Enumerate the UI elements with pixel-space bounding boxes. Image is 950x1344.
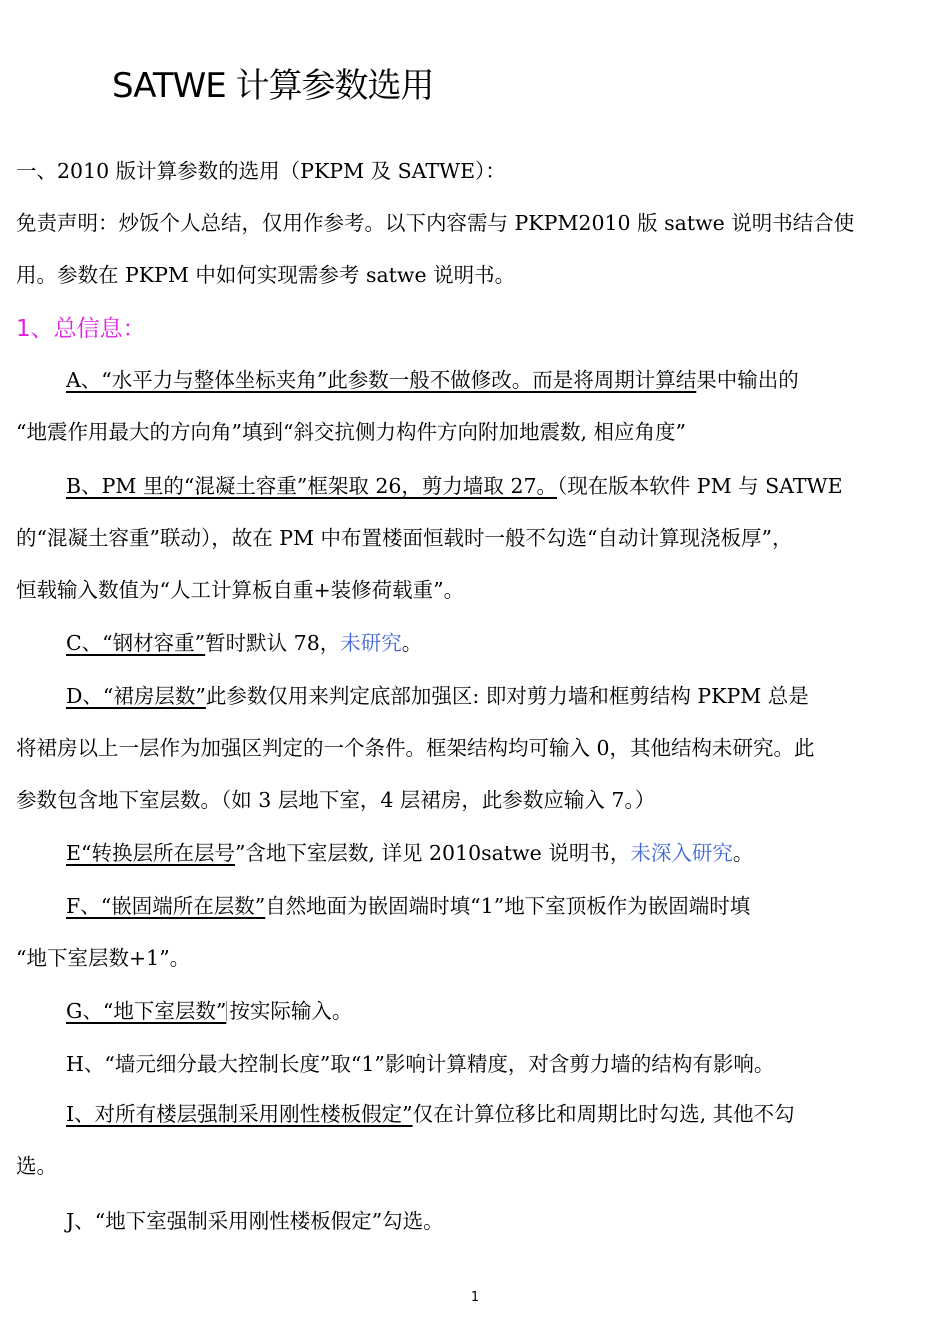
item-g-text: 按实际输入。 xyxy=(229,999,353,1023)
section-heading-general-info: 1、总信息： xyxy=(16,316,146,342)
item-e-underlined: E“转换层所在层号 xyxy=(66,841,235,865)
item-f-text: 自然地面为嵌固端时填“1”地下室顶板作为嵌固端时填 xyxy=(265,894,751,918)
item-b-line-3: 恒载输入数值为“人工计算板自重+装修荷载重”。 xyxy=(16,578,465,602)
item-b-underlined: B、PM 里的“混凝土容重”框架取 26，剪力墙取 27。 xyxy=(66,474,558,498)
page-number: 1 xyxy=(470,1290,480,1305)
item-i-underlined: I、对所有楼层强制采用刚性楼板假定” xyxy=(66,1102,413,1126)
item-d-line-1 xyxy=(66,681,936,711)
item-b-line-1 xyxy=(66,471,936,501)
item-a-line-1 xyxy=(66,365,936,395)
item-a-line-2: “地震作用最大的方向角”填到“斜交抗侧力构件方向附加地震数, 相应角度” xyxy=(16,420,686,444)
item-e-text: ”含地下室层数, 详见 2010satwe 说明书， xyxy=(234,841,631,865)
item-h-line-1: H、“墙元细分最大控制长度”取“1”影响计算精度，对含剪力墙的结构有影响。 xyxy=(66,1052,775,1076)
item-g-underlined: G、“地下室层数” xyxy=(66,999,227,1023)
item-d-underlined: D、“裙房层数” xyxy=(66,684,206,708)
item-c-underlined: C、“钢材容重” xyxy=(66,631,206,655)
page-title: SATWE 计算参数选用 xyxy=(112,66,434,106)
disclaimer-line-2: 用。参数在 PKPM 中如何实现需参考 satwe 说明书。 xyxy=(16,263,516,287)
item-a-underlined: A、“水平力与整体坐标夹角”此参数一般不做修改。而是将周期计算结 xyxy=(66,368,697,392)
item-f-line-1 xyxy=(66,891,936,921)
item-c-line-1 xyxy=(66,628,936,658)
item-j-line-1: J、“地下室强制采用刚性楼板假定”勾选。 xyxy=(66,1209,444,1233)
item-e-end: 。 xyxy=(732,841,754,865)
item-f-line-2: “地下室层数+1”。 xyxy=(16,946,191,970)
item-i-line-1 xyxy=(66,1099,936,1129)
item-g-line-1 xyxy=(66,996,936,1026)
item-c-text: 暂时默认 78， xyxy=(205,631,341,655)
item-a-text: 果中输出的 xyxy=(696,368,799,392)
item-i-text: 仅在计算位移比和周期比时勾选, 其他不勾 xyxy=(412,1102,795,1126)
text-cursor-mark xyxy=(226,1001,227,1021)
item-d-line-2: 将裙房以上一层作为加强区判定的一个条件。框架结构均可输入 0，其他结构未研究。此 xyxy=(16,736,815,760)
item-b-text: （现在版本软件 PM 与 SATWE xyxy=(557,474,843,498)
item-e-note: 未深入研究 xyxy=(630,841,733,865)
item-d-line-3: 参数包含地下室层数。（如 3 层地下室，4 层裙房，此参数应输入 7。） xyxy=(16,788,656,812)
item-f-underlined: F、“嵌固端所在层数” xyxy=(66,894,266,918)
item-i-line-2: 选。 xyxy=(16,1154,57,1178)
item-c-end: 。 xyxy=(401,631,423,655)
disclaimer-line-1: 免责声明：炒饭个人总结，仅用作参考。以下内容需与 PKPM2010 版 satwe 说明书结合使 xyxy=(16,211,855,235)
intro-line-1: 一、2010 版计算参数的选用（PKPM 及 SATWE）： xyxy=(16,159,506,183)
item-b-line-2: 的“混凝土容重”联动），故在 PM 中布置楼面恒载时一般不勾选“自动计算现浇板厚”， xyxy=(16,526,793,550)
item-e-line-1 xyxy=(66,838,936,868)
item-d-text: 此参数仅用来判定底部加强区: 即对剪力墙和框剪结构 PKPM 总是 xyxy=(205,684,809,708)
item-c-note: 未研究 xyxy=(340,631,402,655)
